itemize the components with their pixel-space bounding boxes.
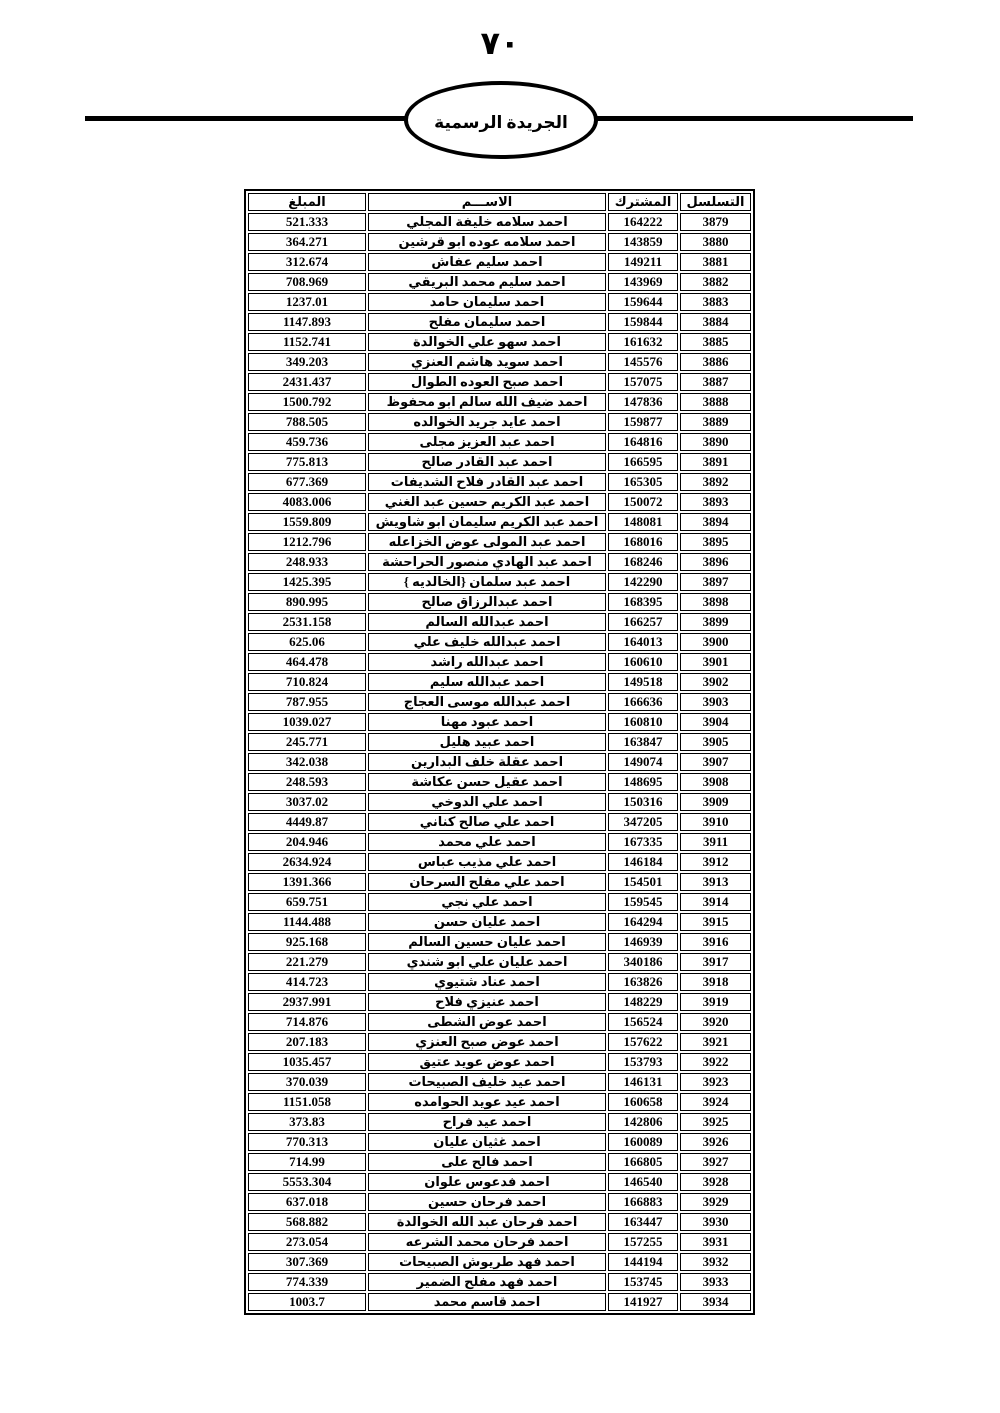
serial-cell: 3901 xyxy=(680,653,751,671)
serial-cell: 3916 xyxy=(680,933,751,951)
serial-cell: 3879 xyxy=(680,213,751,231)
serial-cell: 3885 xyxy=(680,333,751,351)
name-cell: احمد سلامه عوده ابو قرشين xyxy=(368,233,606,251)
table-row xyxy=(248,473,751,491)
table-row xyxy=(248,1073,751,1091)
subscriber-cell: 164013 xyxy=(608,633,678,651)
amount-cell: 414.723 xyxy=(248,973,366,991)
subscriber-cell: 165305 xyxy=(608,473,678,491)
amount-cell: 364.271 xyxy=(248,233,366,251)
subscriber-cell: 146939 xyxy=(608,933,678,951)
table-row xyxy=(248,1293,751,1311)
serial-cell: 3893 xyxy=(680,493,751,511)
amount-cell: 1003.7 xyxy=(248,1293,366,1311)
name-cell: احمد عوض صبح العنزي xyxy=(368,1033,606,1051)
table-row xyxy=(248,213,751,231)
amount-cell: 1237.01 xyxy=(248,293,366,311)
serial-cell: 3915 xyxy=(680,913,751,931)
table-row xyxy=(248,1053,751,1071)
name-cell: احمد عبدالله خليف علي xyxy=(368,633,606,651)
table-row xyxy=(248,853,751,871)
subscriber-cell: 166636 xyxy=(608,693,678,711)
serial-cell: 3892 xyxy=(680,473,751,491)
subscriber-cell: 153793 xyxy=(608,1053,678,1071)
name-cell: احمد فالح على xyxy=(368,1153,606,1171)
subscriber-cell: 163847 xyxy=(608,733,678,751)
amount-cell: 245.771 xyxy=(248,733,366,751)
subscriber-cell: 147836 xyxy=(608,393,678,411)
table-header-row xyxy=(248,193,751,211)
table-row xyxy=(248,573,751,591)
table-row xyxy=(248,613,751,631)
subscriber-cell: 157255 xyxy=(608,1233,678,1251)
serial-cell: 3890 xyxy=(680,433,751,451)
table-row xyxy=(248,273,751,291)
table-row xyxy=(248,633,751,651)
table-row xyxy=(248,1273,751,1291)
amount-cell: 708.969 xyxy=(248,273,366,291)
table-row xyxy=(248,333,751,351)
name-cell: احمد عيد عويد الحوامده xyxy=(368,1093,606,1111)
header-name: الاســـم xyxy=(368,193,606,211)
amount-cell: 2431.437 xyxy=(248,373,366,391)
serial-cell: 3924 xyxy=(680,1093,751,1111)
amount-cell: 373.83 xyxy=(248,1113,366,1131)
table-row xyxy=(248,753,751,771)
subscriber-cell: 347205 xyxy=(608,813,678,831)
subscriber-cell: 148081 xyxy=(608,513,678,531)
table-row xyxy=(248,533,751,551)
table-row xyxy=(248,773,751,791)
serial-cell: 3908 xyxy=(680,773,751,791)
amount-cell: 568.882 xyxy=(248,1213,366,1231)
serial-cell: 3887 xyxy=(680,373,751,391)
amount-cell: 2937.991 xyxy=(248,993,366,1011)
table-row xyxy=(248,693,751,711)
subscriber-cell: 166883 xyxy=(608,1193,678,1211)
serial-cell: 3888 xyxy=(680,393,751,411)
name-cell: احمد فهد طريوش الصبيحات xyxy=(368,1253,606,1271)
name-cell: احمد علي نجي xyxy=(368,893,606,911)
subscriber-cell: 149518 xyxy=(608,673,678,691)
table-row xyxy=(248,673,751,691)
amount-cell: 890.995 xyxy=(248,593,366,611)
serial-cell: 3917 xyxy=(680,953,751,971)
table-row xyxy=(248,593,751,611)
table-row xyxy=(248,1253,751,1271)
header-amount: المبلغ xyxy=(248,193,366,211)
amount-cell: 221.279 xyxy=(248,953,366,971)
table-row xyxy=(248,253,751,271)
subscriber-cell: 160658 xyxy=(608,1093,678,1111)
name-cell: احمد عوض عويد عتيق xyxy=(368,1053,606,1071)
name-cell: احمد عوض الشطى xyxy=(368,1013,606,1031)
table-row xyxy=(248,1193,751,1211)
table-row xyxy=(248,933,751,951)
subscriber-cell: 142806 xyxy=(608,1113,678,1131)
name-cell: احمد سليم محمد البريقي xyxy=(368,273,606,291)
header-subscriber: المشترك xyxy=(608,193,678,211)
name-cell: احمد فدعوس علوان xyxy=(368,1173,606,1191)
amount-cell: 349.203 xyxy=(248,353,366,371)
name-cell: احمد عبد القادر صالح xyxy=(368,453,606,471)
table-row xyxy=(248,1213,751,1231)
serial-cell: 3894 xyxy=(680,513,751,531)
table-row xyxy=(248,1033,751,1051)
name-cell: احمد علي مفلح السرحان xyxy=(368,873,606,891)
subscriber-cell: 146131 xyxy=(608,1073,678,1091)
table-row xyxy=(248,1013,751,1031)
subscriber-cell: 159644 xyxy=(608,293,678,311)
name-cell: احمد عبود مهنا xyxy=(368,713,606,731)
amount-cell: 1391.366 xyxy=(248,873,366,891)
subscriber-cell: 141927 xyxy=(608,1293,678,1311)
subscriber-cell: 160089 xyxy=(608,1133,678,1151)
amount-cell: 788.505 xyxy=(248,413,366,431)
serial-cell: 3933 xyxy=(680,1273,751,1291)
serial-cell: 3930 xyxy=(680,1213,751,1231)
amount-cell: 3037.02 xyxy=(248,793,366,811)
name-cell: احمد فرحان عبد الله الخوالدة xyxy=(368,1213,606,1231)
table-row xyxy=(248,893,751,911)
name-cell: احمد ضيف الله سالم ابو محفوظ xyxy=(368,393,606,411)
name-cell: احمد قاسم محمد xyxy=(368,1293,606,1311)
amount-cell: 637.018 xyxy=(248,1193,366,1211)
subscriber-cell: 149211 xyxy=(608,253,678,271)
name-cell: احمد عقيل حسن عكاشة xyxy=(368,773,606,791)
subscriber-cell: 145576 xyxy=(608,353,678,371)
subscriber-cell: 149074 xyxy=(608,753,678,771)
page-number: ٧٠ xyxy=(480,25,520,61)
name-cell: احمد سليمان حامد xyxy=(368,293,606,311)
amount-cell: 1144.488 xyxy=(248,913,366,931)
serial-cell: 3925 xyxy=(680,1113,751,1131)
records-tbody xyxy=(248,213,751,1311)
name-cell: احمد عليان علي ابو شندي xyxy=(368,953,606,971)
table-row xyxy=(248,293,751,311)
serial-cell: 3882 xyxy=(680,273,751,291)
name-cell: احمد غثيان عليان xyxy=(368,1133,606,1151)
subscriber-cell: 164294 xyxy=(608,913,678,931)
serial-cell: 3889 xyxy=(680,413,751,431)
amount-cell: 2634.924 xyxy=(248,853,366,871)
serial-cell: 3895 xyxy=(680,533,751,551)
subscriber-cell: 143859 xyxy=(608,233,678,251)
table-row xyxy=(248,1113,751,1131)
subscriber-cell: 153745 xyxy=(608,1273,678,1291)
table-row xyxy=(248,233,751,251)
amount-cell: 1147.893 xyxy=(248,313,366,331)
name-cell: احمد عبيد هليل xyxy=(368,733,606,751)
subscriber-cell: 144194 xyxy=(608,1253,678,1271)
name-cell: احمد عبد سلمان {الخالديه } xyxy=(368,573,606,591)
table-row xyxy=(248,973,751,991)
subscriber-cell: 166805 xyxy=(608,1153,678,1171)
table-row xyxy=(248,1233,751,1251)
amount-cell: 1425.395 xyxy=(248,573,366,591)
name-cell: احمد سليم عفاش xyxy=(368,253,606,271)
subscriber-cell: 159545 xyxy=(608,893,678,911)
amount-cell: 2531.158 xyxy=(248,613,366,631)
name-cell: احمد عبد المولى عوض الخزاعله xyxy=(368,533,606,551)
amount-cell: 787.955 xyxy=(248,693,366,711)
name-cell: احمد صبح العوده الطوال xyxy=(368,373,606,391)
subscriber-cell: 163447 xyxy=(608,1213,678,1231)
name-cell: احمد علي صالح كناني xyxy=(368,813,606,831)
name-cell: احمد علي مذيب عباس xyxy=(368,853,606,871)
name-cell: احمد فرحان حسين xyxy=(368,1193,606,1211)
name-cell: احمد عيد خليف الصبيحات xyxy=(368,1073,606,1091)
table-row xyxy=(248,993,751,1011)
serial-cell: 3932 xyxy=(680,1253,751,1271)
subscriber-cell: 168395 xyxy=(608,593,678,611)
serial-cell: 3884 xyxy=(680,313,751,331)
table-row xyxy=(248,953,751,971)
serial-cell: 3920 xyxy=(680,1013,751,1031)
subscriber-cell: 148229 xyxy=(608,993,678,1011)
subscriber-cell: 157622 xyxy=(608,1033,678,1051)
amount-cell: 312.674 xyxy=(248,253,366,271)
subscriber-cell: 164816 xyxy=(608,433,678,451)
table-row xyxy=(248,833,751,851)
serial-cell: 3926 xyxy=(680,1133,751,1151)
amount-cell: 459.736 xyxy=(248,433,366,451)
serial-cell: 3913 xyxy=(680,873,751,891)
subscriber-cell: 154501 xyxy=(608,873,678,891)
serial-cell: 3899 xyxy=(680,613,751,631)
amount-cell: 464.478 xyxy=(248,653,366,671)
table-row xyxy=(248,813,751,831)
table-row xyxy=(248,453,751,471)
serial-cell: 3911 xyxy=(680,833,751,851)
amount-cell: 1559.809 xyxy=(248,513,366,531)
name-cell: احمد فهد مفلح الضمير xyxy=(368,1273,606,1291)
amount-cell: 1035.457 xyxy=(248,1053,366,1071)
amount-cell: 925.168 xyxy=(248,933,366,951)
amount-cell: 1152.741 xyxy=(248,333,366,351)
subscriber-cell: 146540 xyxy=(608,1173,678,1191)
subscriber-cell: 159844 xyxy=(608,313,678,331)
name-cell: احمد عنيزي فلاح xyxy=(368,993,606,1011)
amount-cell: 710.824 xyxy=(248,673,366,691)
name-cell: احمد سويد هاشم العنزي xyxy=(368,353,606,371)
subscriber-cell: 168016 xyxy=(608,533,678,551)
table-row xyxy=(248,513,751,531)
table-row xyxy=(248,373,751,391)
amount-cell: 307.369 xyxy=(248,1253,366,1271)
name-cell: احمد علي الدوخي xyxy=(368,793,606,811)
serial-cell: 3900 xyxy=(680,633,751,651)
amount-cell: 775.813 xyxy=(248,453,366,471)
amount-cell: 1212.796 xyxy=(248,533,366,551)
table-row xyxy=(248,313,751,331)
name-cell: احمد عبدالله راشد xyxy=(368,653,606,671)
serial-cell: 3905 xyxy=(680,733,751,751)
name-cell: احمد فرحان محمد الشرعه xyxy=(368,1233,606,1251)
serial-cell: 3918 xyxy=(680,973,751,991)
name-cell: احمد عبد الكريم سليمان ابو شاويش xyxy=(368,513,606,531)
subscriber-cell: 340186 xyxy=(608,953,678,971)
amount-cell: 714.876 xyxy=(248,1013,366,1031)
serial-cell: 3912 xyxy=(680,853,751,871)
table-row xyxy=(248,353,751,371)
table-row xyxy=(248,653,751,671)
subscriber-cell: 148695 xyxy=(608,773,678,791)
amount-cell: 370.039 xyxy=(248,1073,366,1091)
serial-cell: 3919 xyxy=(680,993,751,1011)
serial-cell: 3896 xyxy=(680,553,751,571)
serial-cell: 3907 xyxy=(680,753,751,771)
subscriber-cell: 167335 xyxy=(608,833,678,851)
gazette-banner-text: الجريدة الرسمية xyxy=(434,113,568,132)
amount-cell: 1039.027 xyxy=(248,713,366,731)
amount-cell: 204.946 xyxy=(248,833,366,851)
subscriber-cell: 142290 xyxy=(608,573,678,591)
amount-cell: 659.751 xyxy=(248,893,366,911)
serial-cell: 3883 xyxy=(680,293,751,311)
table-row xyxy=(248,1093,751,1111)
table-row xyxy=(248,793,751,811)
amount-cell: 5553.304 xyxy=(248,1173,366,1191)
subscriber-cell: 161632 xyxy=(608,333,678,351)
name-cell: احمد عناد شتيوي xyxy=(368,973,606,991)
amount-cell: 248.933 xyxy=(248,553,366,571)
name-cell: احمد عبد الكريم حسين عبد الغني xyxy=(368,493,606,511)
table-row xyxy=(248,873,751,891)
subscriber-cell: 143969 xyxy=(608,273,678,291)
table-row xyxy=(248,413,751,431)
name-cell: احمد علي محمد xyxy=(368,833,606,851)
serial-cell: 3891 xyxy=(680,453,751,471)
subscriber-cell: 157075 xyxy=(608,373,678,391)
subscriber-cell: 146184 xyxy=(608,853,678,871)
serial-cell: 3914 xyxy=(680,893,751,911)
amount-cell: 4083.006 xyxy=(248,493,366,511)
records-table xyxy=(244,189,755,1315)
serial-cell: 3929 xyxy=(680,1193,751,1211)
serial-cell: 3886 xyxy=(680,353,751,371)
subscriber-cell: 160610 xyxy=(608,653,678,671)
name-cell: احمد عليان حسن xyxy=(368,913,606,931)
amount-cell: 770.313 xyxy=(248,1133,366,1151)
name-cell: احمد عايد جريد الخوالده xyxy=(368,413,606,431)
name-cell: احمد عقلة خلف البدارين xyxy=(368,753,606,771)
serial-cell: 3910 xyxy=(680,813,751,831)
table-row xyxy=(248,1133,751,1151)
table-row xyxy=(248,913,751,931)
name-cell: احمد سليمان مفلح xyxy=(368,313,606,331)
table-row xyxy=(248,1153,751,1171)
name-cell: احمد عبدالرزاق صالح xyxy=(368,593,606,611)
name-cell: احمد سلامه خليفة المجلي xyxy=(368,213,606,231)
table-row xyxy=(248,493,751,511)
serial-cell: 3897 xyxy=(680,573,751,591)
name-cell: احمد عيد فراح xyxy=(368,1113,606,1131)
serial-cell: 3909 xyxy=(680,793,751,811)
subscriber-cell: 150072 xyxy=(608,493,678,511)
amount-cell: 273.054 xyxy=(248,1233,366,1251)
name-cell: احمد عبدالله سليم xyxy=(368,673,606,691)
serial-cell: 3934 xyxy=(680,1293,751,1311)
serial-cell: 3928 xyxy=(680,1173,751,1191)
serial-cell: 3904 xyxy=(680,713,751,731)
table-row xyxy=(248,433,751,451)
serial-cell: 3931 xyxy=(680,1233,751,1251)
name-cell: احمد سهو علي الخوالدة xyxy=(368,333,606,351)
name-cell: احمد عبد القادر فلاح الشديفات xyxy=(368,473,606,491)
table-row xyxy=(248,393,751,411)
amount-cell: 714.99 xyxy=(248,1153,366,1171)
subscriber-cell: 163826 xyxy=(608,973,678,991)
table-row xyxy=(248,553,751,571)
gazette-banner-oval xyxy=(404,81,598,159)
serial-cell: 3898 xyxy=(680,593,751,611)
amount-cell: 521.333 xyxy=(248,213,366,231)
serial-cell: 3927 xyxy=(680,1153,751,1171)
serial-cell: 3903 xyxy=(680,693,751,711)
serial-cell: 3923 xyxy=(680,1073,751,1091)
subscriber-cell: 166257 xyxy=(608,613,678,631)
subscriber-cell: 160810 xyxy=(608,713,678,731)
amount-cell: 207.183 xyxy=(248,1033,366,1051)
amount-cell: 4449.87 xyxy=(248,813,366,831)
name-cell: احمد عبد الهادي منصور الحراحشة xyxy=(368,553,606,571)
name-cell: احمد عليان حسين السالم xyxy=(368,933,606,951)
subscriber-cell: 156524 xyxy=(608,1013,678,1031)
serial-cell: 3902 xyxy=(680,673,751,691)
subscriber-cell: 168246 xyxy=(608,553,678,571)
subscriber-cell: 164222 xyxy=(608,213,678,231)
name-cell: احمد عبدالله السالم xyxy=(368,613,606,631)
subscriber-cell: 159877 xyxy=(608,413,678,431)
subscriber-cell: 150316 xyxy=(608,793,678,811)
amount-cell: 1151.058 xyxy=(248,1093,366,1111)
amount-cell: 248.593 xyxy=(248,773,366,791)
table-row xyxy=(248,1173,751,1191)
table-row xyxy=(248,713,751,731)
subscriber-cell: 166595 xyxy=(608,453,678,471)
amount-cell: 677.369 xyxy=(248,473,366,491)
amount-cell: 1500.792 xyxy=(248,393,366,411)
amount-cell: 774.339 xyxy=(248,1273,366,1291)
name-cell: احمد عبدالله موسى العجاج xyxy=(368,693,606,711)
serial-cell: 3880 xyxy=(680,233,751,251)
serial-cell: 3921 xyxy=(680,1033,751,1051)
header-serial: التسلسل xyxy=(680,193,751,211)
amount-cell: 625.06 xyxy=(248,633,366,651)
table-row xyxy=(248,733,751,751)
serial-cell: 3881 xyxy=(680,253,751,271)
serial-cell: 3922 xyxy=(680,1053,751,1071)
name-cell: احمد عبد العزيز مجلى xyxy=(368,433,606,451)
amount-cell: 342.038 xyxy=(248,753,366,771)
